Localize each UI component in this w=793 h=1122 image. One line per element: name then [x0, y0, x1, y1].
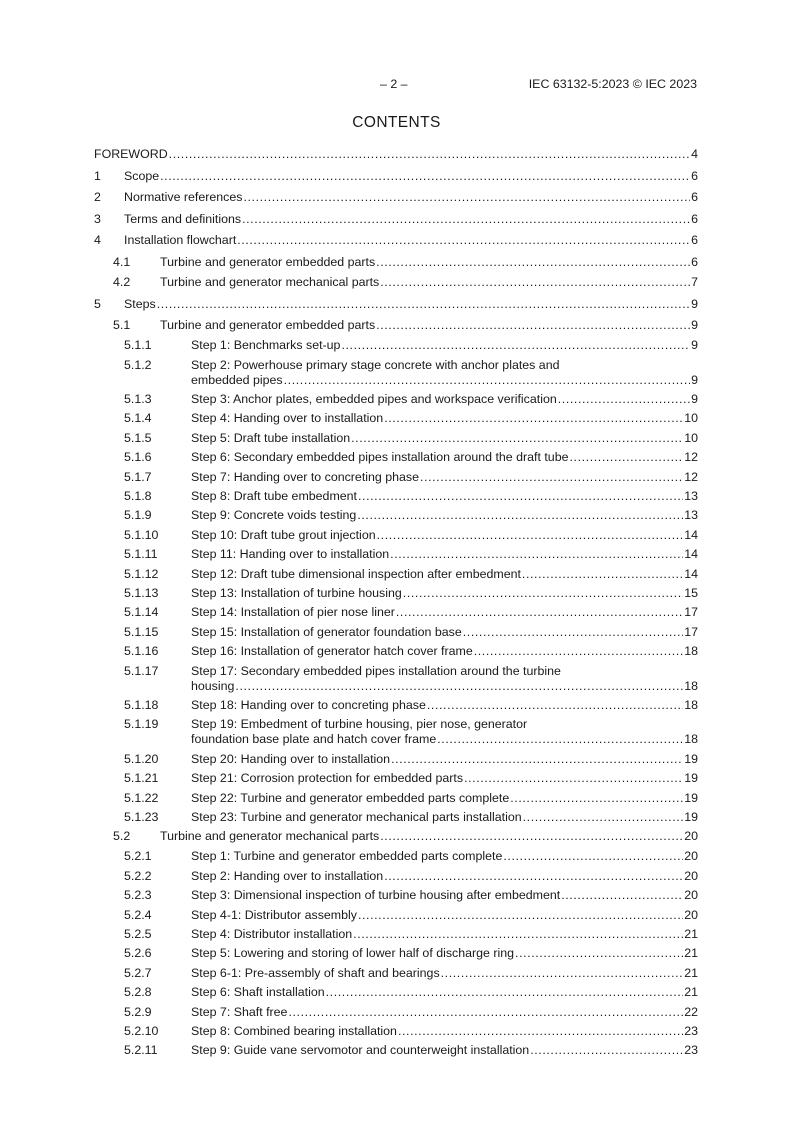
toc-entry-page: 9 [691, 338, 698, 353]
toc-entry-title: Step 6: Shaft installation [191, 985, 325, 1000]
dot-leader [353, 927, 683, 942]
toc-entry-page: 6 [691, 255, 698, 269]
toc-entry-title: Step 20: Handing over to installation [191, 751, 391, 766]
toc-entry-page: 6 [691, 233, 698, 248]
toc-entry-number: 1 [94, 168, 101, 183]
toc-entry-page: 17 [684, 605, 698, 620]
toc-entry-title: Step 22: Turbine and generator embedded parts complete [191, 790, 510, 805]
toc-entry-page: 13 [684, 508, 698, 523]
toc-entry-number: 5.1 [113, 318, 131, 333]
dot-leader [530, 1043, 683, 1058]
dot-leader [464, 771, 683, 786]
page-title: CONTENTS [352, 114, 441, 131]
toc-entry-title: Step 11: Handing over to installation [191, 547, 390, 562]
dot-leader [384, 869, 683, 884]
toc-entry-number: 5.1.3 [124, 392, 152, 406]
dot-leader [561, 888, 683, 903]
dot-leader [570, 450, 684, 465]
toc-entry-page: 21 [684, 946, 698, 961]
toc-entry-page: 12 [684, 450, 698, 465]
dot-leader [284, 373, 690, 388]
toc-entry-number: 5.1.13 [124, 586, 159, 600]
toc-entry-page: 14 [684, 547, 698, 562]
toc-entry-title: Step 4: Handing over to installation [191, 411, 384, 426]
toc-entry-page: 15 [684, 586, 698, 600]
dot-leader [391, 752, 683, 767]
dot-leader [351, 431, 683, 446]
toc-entry-title-line1: Step 19: Embedment of turbine housing, pier nose, generator [191, 717, 528, 732]
toc-entry-number: 5.2.11 [124, 1043, 158, 1058]
toc-entry-number: 5.2.1 [124, 849, 152, 864]
dot-leader [376, 318, 690, 333]
toc-entry-title: housing [191, 678, 235, 693]
toc-entry-number: 5 [94, 296, 101, 311]
dot-leader [420, 470, 683, 485]
dot-leader [160, 169, 690, 184]
toc-entry-page: 10 [684, 430, 698, 445]
dot-leader [503, 849, 683, 864]
toc-entry-page: 4 [691, 147, 698, 161]
dot-leader [390, 547, 683, 562]
toc-entry-page: 22 [684, 1004, 698, 1019]
toc-entry-page: 20 [684, 849, 698, 864]
toc-entry-number: 5.1.5 [124, 430, 152, 445]
toc-entry-number: 5.1.4 [124, 411, 152, 426]
dot-leader [523, 810, 684, 825]
toc-entry-page: 18 [684, 732, 698, 747]
dot-leader [235, 679, 683, 694]
dot-leader [380, 275, 690, 290]
toc-entry-page: 6 [691, 168, 698, 183]
toc-entry-title: Step 1: Turbine and generator embedded parts complete [191, 849, 503, 864]
toc-entry-page: 20 [684, 907, 698, 922]
toc-entry-title: Step 18: Handing over to concreting phase [191, 698, 426, 712]
toc-entry-number: 5.1.21 [124, 771, 159, 786]
toc-entry-title: Step 9: Guide vane servomotor and counterweight installation [191, 1043, 530, 1058]
toc-entry-page: 14 [684, 566, 698, 581]
toc-entry-page: 18 [684, 644, 698, 659]
toc-entry-title: Step 7: Shaft free [191, 1004, 288, 1019]
toc-entry-title: Step 13: Installation of turbine housing [191, 586, 402, 600]
dot-leader [377, 528, 684, 543]
dot-leader [558, 392, 690, 407]
dot-leader [358, 908, 683, 923]
toc-entry-number: 5.2.3 [124, 888, 152, 903]
toc-entry-title: Step 8: Draft tube embedment [191, 489, 357, 503]
dot-leader [341, 338, 690, 353]
toc-entry-number: 5.1.2 [124, 357, 152, 372]
dot-leader [288, 1005, 683, 1020]
toc-entry-page: 9 [691, 318, 698, 333]
dot-leader [427, 698, 683, 713]
toc-entry-title: Step 9: Concrete voids testing [191, 508, 357, 523]
toc-entry-number: 5.1.22 [124, 790, 159, 805]
toc-entry-number: 4.2 [113, 275, 131, 289]
dot-leader [437, 732, 683, 747]
toc-entry-title: Installation flowchart [124, 233, 237, 248]
dot-leader [463, 625, 683, 640]
toc-entry-number: 5.2.10 [124, 1024, 159, 1038]
dot-leader [380, 829, 683, 844]
toc-entry-page: 20 [684, 888, 698, 903]
toc-entry-title: Step 6: Secondary embedded pipes installation around the draft tube [191, 450, 569, 465]
toc-entry-title: Step 14: Installation of pier nose liner [191, 605, 395, 620]
toc-entry-page: 21 [684, 965, 698, 980]
dot-leader [396, 605, 683, 620]
toc-entry-number: 5.1.18 [124, 698, 159, 712]
toc-entry-title: Step 21: Corrosion protection for embedded parts [191, 771, 464, 786]
toc-entry-title: Steps [124, 296, 156, 311]
toc-entry-number: 5.1.9 [124, 508, 152, 523]
toc-entry-number: 5.2.9 [124, 1004, 152, 1019]
toc-entry-number: 5.1.16 [124, 644, 159, 659]
toc-entry-page: 19 [684, 790, 698, 805]
toc-entry-title-line1: Step 2: Powerhouse primary stage concrete with anchor plates and [191, 357, 560, 372]
toc-entry-title: Turbine and generator mechanical parts [160, 829, 380, 844]
toc-entry-title: Step 8: Combined bearing installation [191, 1024, 397, 1038]
toc-entry-title: Scope [124, 168, 160, 183]
toc-entry-number: 5.1.1 [124, 338, 152, 353]
dot-leader [474, 644, 683, 659]
dot-leader [510, 791, 683, 806]
toc-entry-number: 3 [94, 211, 101, 226]
toc-entry-title: Step 16: Installation of generator hatch cover frame [191, 644, 473, 659]
dot-leader [522, 567, 683, 582]
dot-leader [357, 508, 683, 523]
dot-leader [237, 233, 690, 248]
toc-entry-title: Turbine and generator embedded parts [160, 318, 376, 333]
toc-entry-page: 20 [684, 829, 698, 844]
dot-leader [441, 966, 684, 981]
toc-entry-page: 19 [684, 751, 698, 766]
toc-entry-number: 4 [94, 233, 101, 248]
toc-entry-title: Step 4-1: Distributor assembly [191, 907, 357, 922]
toc-entry-number: 5.1.8 [124, 489, 152, 503]
toc-entry-page: 21 [684, 985, 698, 1000]
toc-entry-title: Step 7: Handing over to concreting phase [191, 469, 419, 484]
toc-entry-title: Step 4: Distributor installation [191, 927, 353, 941]
toc-entry-page: 7 [691, 275, 698, 289]
toc-entry-page: 18 [684, 698, 698, 712]
toc-entry-number: 5.2.8 [124, 985, 152, 1000]
toc-entry-page: 18 [684, 678, 698, 693]
toc-entry-page: 21 [684, 927, 698, 941]
toc-entry-title: Step 10: Draft tube grout injection [191, 527, 376, 542]
toc-entry-number: 5.2.5 [124, 927, 152, 941]
toc-entry-title-line1: Step 17: Secondary embedded pipes installation around the turbine [191, 663, 561, 678]
toc-entry-page: 12 [684, 469, 698, 484]
dot-leader [326, 985, 684, 1000]
toc-entry-title: Turbine and generator embedded parts [160, 255, 376, 269]
toc-entry-number: 5.1.14 [124, 605, 159, 620]
toc-entry-page: 9 [691, 372, 698, 387]
toc-entry-page: 9 [691, 392, 698, 406]
page-number: – 2 – [380, 77, 408, 91]
toc-entry-number: 5.2.6 [124, 946, 152, 961]
toc-entry-title: Step 15: Installation of generator foundation base [191, 624, 462, 639]
toc-entry-number: 5.2 [113, 829, 131, 844]
toc-entry-number: 5.1.7 [124, 469, 152, 484]
toc-entry-page: 20 [684, 868, 698, 883]
toc-entry-number: 5.1.17 [124, 663, 159, 678]
toc-entry-number: 4.1 [113, 255, 131, 269]
toc-entry-title: Step 23: Turbine and generator mechanical parts installation [191, 810, 522, 824]
toc-entry-page: 23 [684, 1024, 698, 1038]
toc-entry-page: 6 [691, 190, 698, 205]
dot-leader [157, 297, 690, 312]
toc-entry-page: 13 [684, 489, 698, 503]
toc-entry-number: 5.1.19 [124, 717, 159, 732]
dot-leader [515, 946, 683, 961]
toc-entry-number: 5.2.4 [124, 907, 152, 922]
dot-leader [243, 190, 690, 205]
toc-entry-title: Step 3: Dimensional inspection of turbine housing after embedment [191, 888, 561, 903]
toc-entry-title: Step 6-1: Pre-assembly of shaft and bearings [191, 965, 440, 980]
toc-entry-title: Step 12: Draft tube dimensional inspection after embedment [191, 566, 521, 581]
toc-entry-number: 5.2.7 [124, 965, 152, 980]
toc-entry-number: 5.1.20 [124, 751, 159, 766]
toc-entry-page: 14 [684, 527, 698, 542]
toc-entry-number: 5.2.2 [124, 868, 152, 883]
toc-entry-page: 10 [684, 411, 698, 426]
dot-leader [376, 255, 690, 270]
toc-entry-number: 2 [94, 190, 101, 205]
toc-entry-page: 17 [684, 624, 698, 639]
toc-entry-number: 5.1.10 [124, 527, 159, 542]
toc-entry-title: Terms and definitions [124, 211, 242, 226]
toc-entry-title: Normative references [124, 190, 243, 205]
toc-entry-number: 5.1.11 [124, 547, 158, 562]
toc-entry-title: Step 3: Anchor plates, embedded pipes and workspace verification [191, 392, 557, 406]
toc-entry-number: 5.1.15 [124, 624, 159, 639]
dot-leader [242, 212, 690, 227]
toc-entry-title: Turbine and generator mechanical parts [160, 275, 380, 289]
toc-entry-number: 5.1.23 [124, 810, 159, 824]
toc-entry-page: 23 [684, 1043, 698, 1058]
dot-leader [384, 411, 683, 426]
toc-entry-title: Step 2: Handing over to installation [191, 868, 384, 883]
toc-entry-page: 9 [691, 296, 698, 311]
dot-leader [358, 489, 683, 504]
toc-entry-title: Step 5: Lowering and storing of lower half of discharge ring [191, 946, 515, 961]
toc-entry-title: embedded pipes [191, 372, 283, 387]
toc-entry-title: FOREWORD [94, 147, 168, 161]
toc-entry-page: 6 [691, 211, 698, 226]
toc-entry-title: Step 1: Benchmarks set-up [191, 338, 341, 353]
toc-entry-number: 5.1.12 [124, 566, 159, 581]
dot-leader [403, 586, 683, 601]
toc-entry-title: Step 5: Draft tube installation [191, 430, 351, 445]
toc-entry-number: 5.1.6 [124, 450, 152, 465]
dot-leader [398, 1024, 683, 1039]
toc-entry-title: foundation base plate and hatch cover frame [191, 732, 437, 747]
toc-entry-page: 19 [684, 810, 698, 824]
toc-entry-page: 19 [684, 771, 698, 786]
standard-designation: IEC 63132-5:2023 © IEC 2023 [528, 77, 697, 91]
dot-leader [169, 147, 690, 162]
